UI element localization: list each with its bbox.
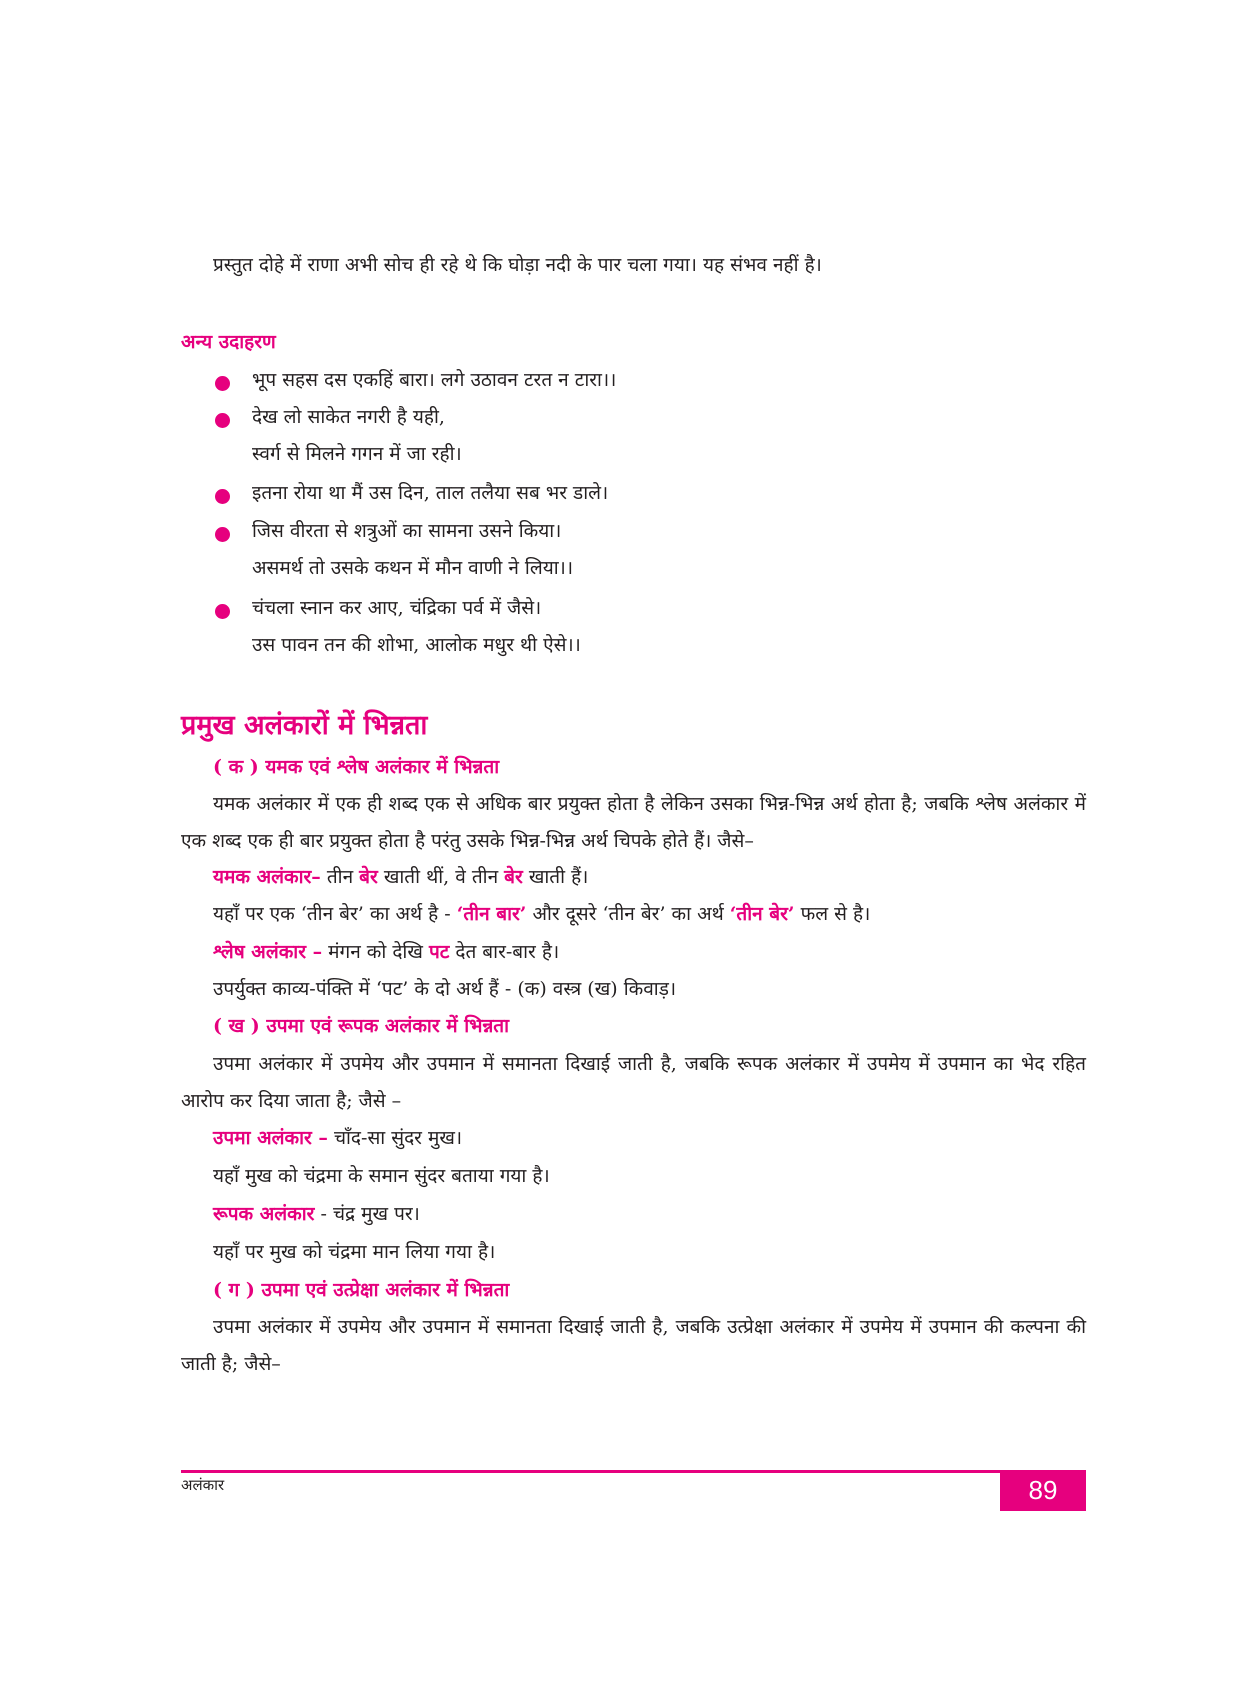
highlight-word: बेर (359, 866, 378, 888)
yamak-example (213, 864, 588, 890)
explanation-text: यहाँ पर एक ‘तीन बेर’ का अर्थ है - (213, 903, 457, 925)
example-line: इतना रोया था मैं उस दिन, ताल तलैया सब भर डाले। (252, 482, 609, 504)
example-line: असमर्थ तो उसके कथन में मौन वाणी ने लिया।। (252, 557, 574, 579)
section-ka-heading: ( क ) यमक एवं श्लेष अलंकार में भिन्नता (213, 756, 500, 778)
example-line: देख लो साकेत नगरी है यही, (252, 406, 445, 428)
upma-example (213, 1125, 462, 1151)
bullet-icon (215, 413, 230, 428)
example-text: खाती हैं। (522, 866, 589, 888)
highlight-word: पट (428, 941, 450, 963)
yamak-explanation (213, 901, 870, 927)
shlesh-explanation: उपर्युक्त काव्य-पंक्ति में ‘पट’ के दो अर्थ हैं - (क) वस्त्र (ख) किवाड़। (213, 978, 677, 1000)
example-text: देत बार-बार है। (449, 941, 560, 963)
main-heading: प्रमुख अलंकारों में भिन्नता (181, 710, 428, 741)
example-text: चाँद-सा सुंदर मुख। (327, 1127, 463, 1149)
bullet-icon (215, 489, 230, 504)
chapter-name: अलंकार (181, 1476, 225, 1494)
shlesh-label: श्लेष अलंकार – (213, 941, 323, 963)
bullet-icon (215, 604, 230, 619)
example-line: जिस वीरता से शत्रुओं का सामना उसने किया। (252, 520, 562, 542)
section-ga-heading: ( ग ) उपमा एवं उत्प्रेक्षा अलंकार में भिन्नता (213, 1279, 510, 1301)
example-text: तीन (320, 866, 360, 888)
intro-text: प्रस्तुत दोहे में राणा अभी सोच ही रहे थे कि घोड़ा नदी के पार चला गया। यह संभव नहीं है। (213, 254, 822, 276)
example-line: चंचला स्नान कर आए, चंद्रिका पर्व में जैसे। (252, 597, 542, 619)
section-kha-paragraph: उपमा अलंकार में उपमेय और उपमान में समानता दिखाई जाती है, जबकि रूपक अलंकार में उपमेय में उपमान का भेद रहित आरोप कर दिया जाता है; जैसे – (181, 1053, 1086, 1112)
yamak-label: यमक अलंकार– (213, 866, 321, 888)
other-examples-heading: अन्य उदाहरण (181, 331, 276, 353)
section-ka-paragraph: यमक अलंकार में एक ही शब्द एक से अधिक बार प्रयुक्त होता है लेकिन उसका भिन्न-भिन्न अर्थ होता है; जबकि श्लेष अलंकार में एक शब्द एक ही बार प्रयुक्त होता है परंतु उसके भिन्न-भिन्न अर्थ चिपके होते हैं। जैसे– (181, 793, 1086, 852)
section-kha-heading: ( ख ) उपमा एवं रूपक अलंकार में भिन्नता (213, 1015, 510, 1037)
page-number: 89 (1000, 1470, 1086, 1511)
rupak-example (213, 1201, 420, 1227)
example-line: उस पावन तन की शोभा, आलोक मधुर थी ऐसे।। (252, 634, 581, 656)
upma-label: उपमा अलंकार – (213, 1127, 328, 1149)
example-text: खाती थीं, वे तीन (377, 866, 505, 888)
bullet-icon (215, 376, 230, 391)
section-ga-paragraph: उपमा अलंकार में उपमेय और उपमान में समानता दिखाई जाती है, जबकि उत्प्रेक्षा अलंकार में उपमेय में उपमान की कल्पना की जाती है; जैसे– (181, 1316, 1086, 1375)
example-text: - चंद्र मुख पर। (314, 1203, 420, 1225)
shlesh-example (213, 939, 559, 965)
explanation-text: फल से है। (794, 903, 871, 925)
explanation-text: और दूसरे ‘तीन बेर’ का अर्थ (526, 903, 730, 925)
footer-divider (181, 1470, 1086, 1473)
example-text: मंगन को देखि (322, 941, 429, 963)
highlight-word: ‘तीन बार’ (456, 903, 527, 925)
example-line: स्वर्ग से मिलने गगन में जा रही। (252, 443, 462, 465)
rupak-label: रूपक अलंकार (213, 1203, 315, 1225)
rupak-explanation: यहाँ पर मुख को चंद्रमा मान लिया गया है। (213, 1241, 496, 1263)
example-line: भूप सहस दस एकहिं बारा। लगे उठावन टरत न टारा।। (252, 369, 617, 391)
highlight-word: ‘तीन बेर’ (729, 903, 795, 925)
upma-explanation: यहाँ मुख को चंद्रमा के समान सुंदर बताया गया है। (213, 1165, 550, 1187)
highlight-word: बेर (504, 866, 523, 888)
bullet-icon (215, 527, 230, 542)
